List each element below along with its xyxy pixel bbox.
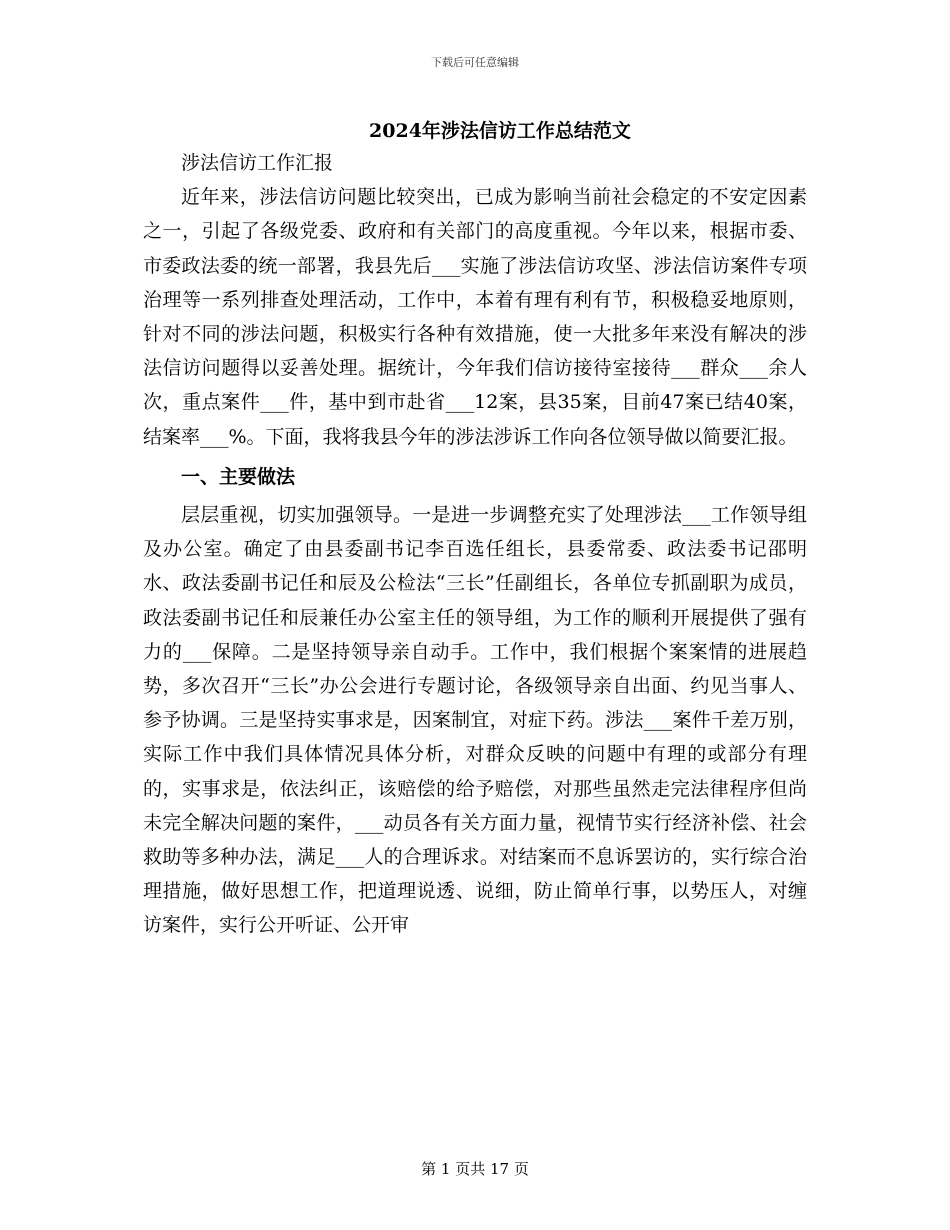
document-body <box>143 146 807 943</box>
intro-paragraph: 近年来，涉法信访问题比较突出，已成为影响当前社会稳定的不安定因素之一，引起了各级党委、政府和有关部门的高度重视。今年以来，根据市委、市委政法委的统一部署，我县先后___实施了涉法信访攻坚、涉法信访案件专项治理等一系列排查处理活动，工作中，本着有理有利有节，积极稳妥地原则，针对不同的涉法问题，积极实行各种有效措施，使一大批多年来没有解决的涉法信访问题得以妥善处理。据统计，今年我们信访接待室接待___群众___余人次，重点案件___件，基中到市赴省___12案，县35案，目前47案已结40案，结案率___%。下面，我将我县今年的涉法涉诉工作向各位领导做以简要汇报。 <box>143 186 807 448</box>
section-paragraph: 层层重视，切实加强领导。一是进一步调整充实了处理涉法___工作领导组及办公室。确定了由县委副书记李百选任组长，县委常委、政法委书记邵明水、政法委副书记任和辰及公检法“三长”任副组长，各单位专抓副职为成员，政法委副书记任和辰兼任办公室主任的领导组，为工作的顺利开展提供了强有力的___保障。二是坚持领导亲自动手。工作中，我们根据个案案情的进展趋势，多次召开“三长”办公会进行专题讨论，各级领导亲自出面、约见当事人、参予协调。三是坚持实事求是，因案制宜，对症下药。涉法___案件千差万别，实际工作中我们具体情况具体分析，对群众反映的问题中有理的或部分有理的，实事求是，依法纠正，该赔偿的给予赔偿，对那些虽然走完法律程序但尚未完全解决问题的案件，___动员各有关方面力量，视情节实行经济补偿、社会救助等多种办法，满足___人的合理诉求。对结案而不息诉罢访的，实行综合治理措施，做好思想工作，把道理说透、说细，防止简单行事，以势压人，对缠访案件，实行公开听证、公开审 <box>143 504 807 937</box>
page-number: 第 1 页共 17 页 <box>421 1160 529 1178</box>
document-title: 2024年涉法信访工作总结范文 <box>369 120 631 142</box>
section-heading: 一、主要做法 <box>181 465 296 488</box>
document-subtitle: 涉法信访工作汇报 <box>181 152 334 174</box>
header-note: 下载后可任意编辑 <box>431 56 519 69</box>
